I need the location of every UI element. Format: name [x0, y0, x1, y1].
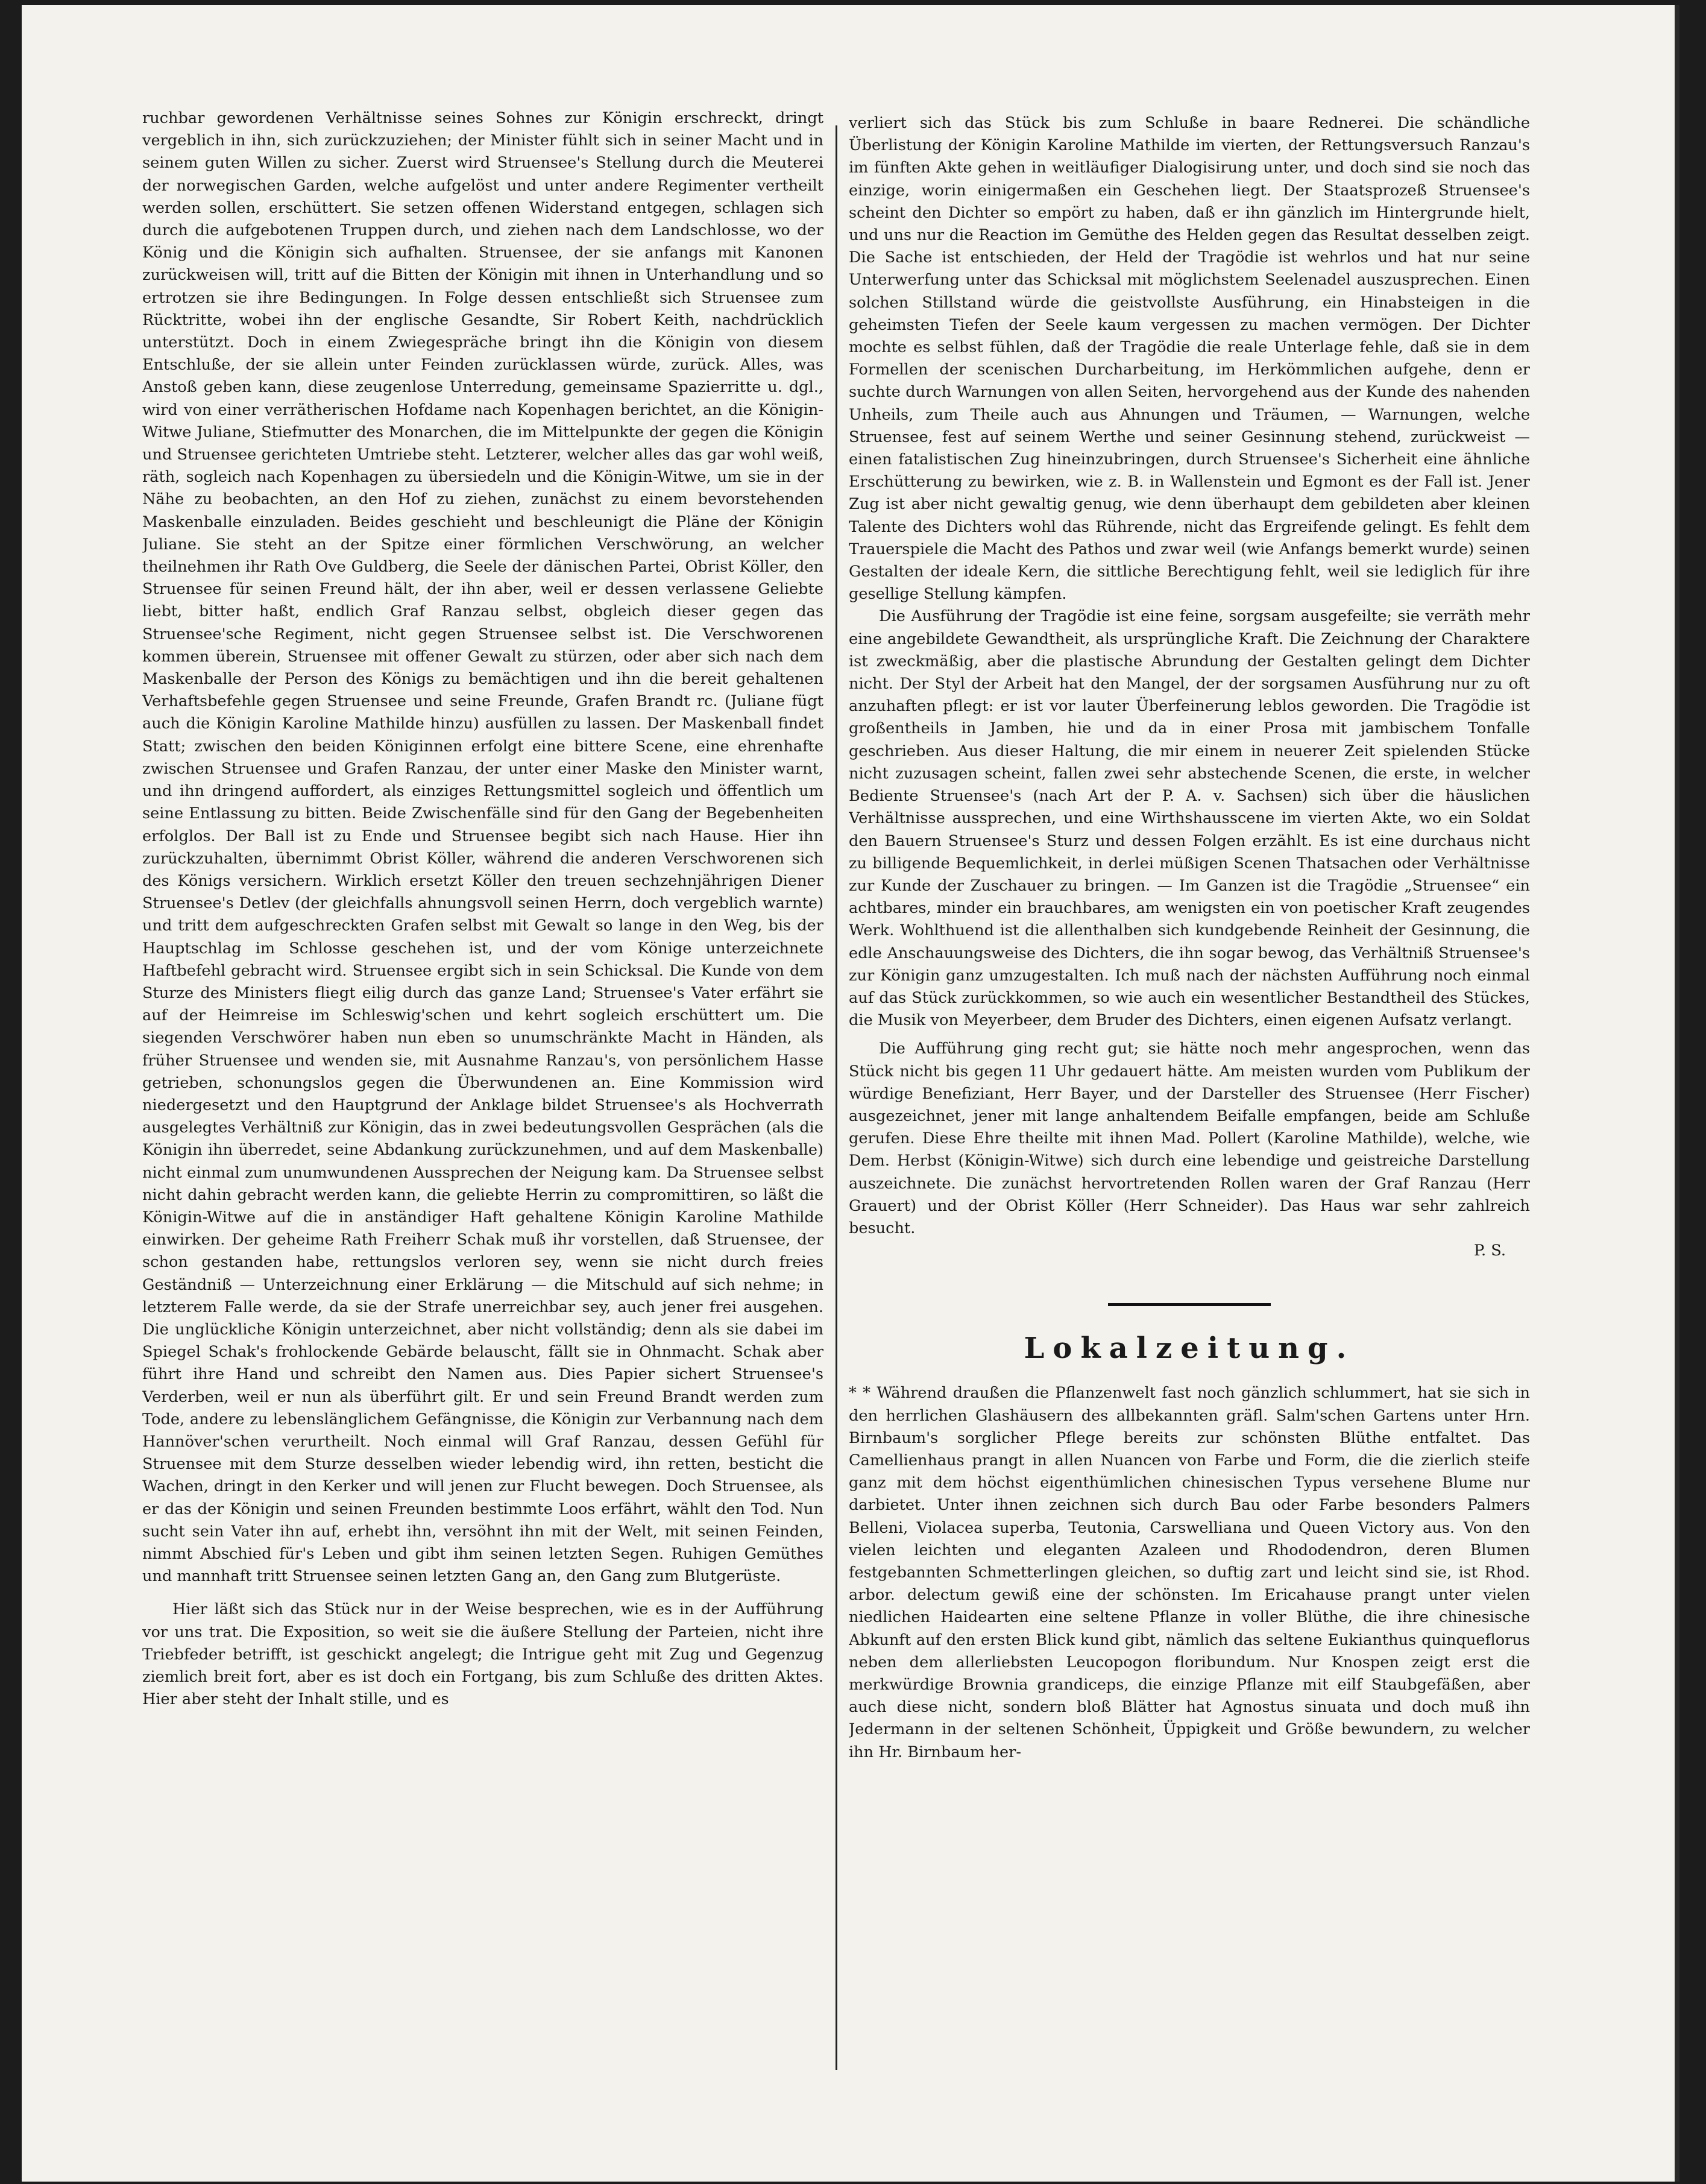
- left-paragraph-2: Hier läßt sich das Stück nur in der Weise besprechen, wie es in der Aufführung vor uns trat. Die Exposition, so weit sie die äußere Stellung der Parteien, nicht ihre Triebfeder betrifft, ist geschickt angelegt; die Intrigue geht mit Zug und Gegenzug ziemlich breit fort, aber es ist doch ein Fortgang, bis zum Schluße des dritten Aktes. Hier aber steht der Inhalt stille, und es: [142, 1600, 823, 1709]
- section-title: Lokalzeitung.: [1024, 1331, 1355, 1366]
- right-paragraph-2: Die Ausführung der Tragödie ist eine feine, sorgsam ausgefeilte; sie verräth mehr eine angebildete Gewandtheit, als ursprüngliche Kraft. Die Zeichnung der Charaktere ist zweckmäßig, aber die plastische Abrundung der Gestalten gelingt dem Dichter nicht. Der Styl der Arbeit hat den Mangel, der der sorgsamen Ausführung nur zu oft anzuhaften pflegt: er ist vor lauter Überfeinerung leblos geworden. Die Tragödie ist großentheils in Jamben, hie und da in einer Prosa mit jambischem Tonfalle geschrieben. Aus dieser Haltung, die mir einem in neuerer Zeit spielenden Stücke nicht zuzusagen scheint, fallen zwei sehr abstechende Scenen, die erste, in welcher Bediente Struensee's (nach Art der P. A. v. Sachsen) sich über die häuslichen Verhältnisse aussprechen, und eine Wirthshausscene im vierten Akte, wo ein Soldat den Bauern Struensee's Sturz und dessen Folgen erzählt. Es ist eine durchaus nicht zu billigende Bequemlichkeit, in derlei müßigen Scenen Thatsachen oder Verhältnisse zur Kunde der Zuschauer zu bringen. — Im Ganzen ist die Tragödie „Struensee“ ein achtbares, minder ein brauchbares, am wenigsten ein von poetischer Kraft zeugendes Werk. Wohlthuend ist die allenthalben sich kundgebende Reinheit der Gesinnung, die edle Anschauungsweise des Dichters, die ihn sogar bewog, das Verhältniß Struensee's zur Königin ganz umzugestalten. Ich muß nach der nächsten Aufführung noch einmal auf das Stück zurückkommen, so wie auch ein wesentlicher Bestandtheil des Stückes, die Musik von Meyerbeer, dem Bruder des Dichters, einen eigenen Aufsatz verlangt.: [849, 607, 1530, 1030]
- author-signature: P. S.: [1473, 1242, 1506, 1260]
- right-paragraph-1: verliert sich das Stück bis zum Schluße in baare Rednerei. Die schändliche Überlistung der Königin Karoline Mathilde im vierten, der Rettungsversuch Ranzau's im fünften Akte gehen in weitläufiger Dialogisirung unter, und doch sind sie noch das einzige, worin einigermaßen ein Geschehen liegt. Der Staatsprozeß Struensee's scheint den Dichter so empört zu haben, daß er ihn gänzlich im Hintergrunde hielt, und uns nur die Reaction im Gemüthe des Helden gegen das Resultat desselben zeigt. Die Sache ist entschieden, der Held der Tragödie ist wehrlos und hat nur seine Unterwerfung unter das Schicksal mit möglichstem Seelenadel auszusprechen. Einen solchen Stillstand würde die geistvollste Ausführung, ein Hinabsteigen in die geheimsten Tiefen der Seele kaum vergessen zu machen vermögen. Der Dichter mochte es selbst fühlen, daß der Tragödie die reale Unterlage fehle, daß sie in dem Formellen der scenischen Durcharbeitung, im Herkömmlichen aufgehe, denn er suchte durch Warnungen von allen Seiten, hervorgehend aus der Kunde des nahenden Unheils, zum Theile auch aus Ahnungen und Träumen, — Warnungen, welche Struensee, fest auf seinem Werthe und seiner Gesinnung stehend, zurückweist — einen fatalistischen Zug hineinzubringen, durch Struensee's Sicherheit eine ähnliche Erschütterung zu bewirken, wie z. B. in Wallenstein und Egmont es der Fall ist. Jener Zug ist aber nicht gewaltig genug, wie denn überhaupt dem gebildeten aber kleinen Talente des Dichters wohl das Rührende, nicht das Ergreifende gelingt. Es fehlt dem Trauerspiele die Macht des Pathos und zwar weil (wie Anfangs bemerkt wurde) seinen Gestalten der ideale Kern, die sittliche Berechtigung fehlt, weil sie lediglich für ihre gesellige Stellung kämpfen.: [849, 114, 1530, 604]
- newspaper-page: [22, 5, 1679, 2182]
- page-edge-shadow: [1675, 5, 1679, 2182]
- section-text: * * Während draußen die Pflanzenwelt fast noch gänzlich schlummert, hat sie sich in den herrlichen Glashäusern des allbekannten gräfl. Salm'schen Gartens unter Hrn. Birnbaum's sorglicher Pflege bereits zur schönsten Blüthe entfaltet. Das Camellienhaus prangt in allen Nuancen von Farbe und Form, die die zierlich steife ganz mit dem höchst eigenthümlichen chinesischen Typus versehene Blume nur darbietet. Unter ihnen zeichnen sich durch Bau oder Farbe besonders Palmers Belleni, Violacea superba, Teutonia, Carswelliana und Queen Victory aus. Von den vielen leichten und eleganten Azaleen und Rhododendron, deren Blumen festgebannten Schmetterlingen gleichen, so duftig zart und leicht sind sie, ist Rhod. arbor. delectum gewiß eine der schönsten. Im Ericahause prangt unter vielen niedlichen Haidearten eine seltene Pflanze in voller Blüthe, die ihre chinesische Abkunft auf den ersten Blick kund gibt, nämlich das seltene Eukianthus quinqueflorus neben dem allerliebsten Leucopogon floribundum. Nur Knospen zeigt erst die merkwürdige Brownia grandiceps, die einzige Pflanze mit eilf Staubgefäßen, aber auch diese nicht, sondern bloß Blätter hat Agnostus sinuata und doch muß ihn Jedermann in der seltenen Schönheit, Üppigkeit und Größe bewundern, zu welcher ihn Hr. Birnbaum her-: [849, 1384, 1530, 1761]
- right-paragraph-3: Die Aufführung ging recht gut; sie hätte noch mehr angesprochen, wenn das Stück nicht bis gegen 11 Uhr gedauert hätte. Am meisten wurden vom Publikum der würdige Benefiziant, Herr Bayer, und der Darsteller des Struensee (Herr Fischer) ausgezeichnet, jener mit lange anhaltendem Beifalle empfangen, beide am Schluße gerufen. Diese Ehre theilte mit ihnen Mad. Pollert (Karoline Mathilde), welche, wie Dem. Herbst (Königin-Witwe) sich durch eine lebendige und geistreiche Darstellung auszeichnete. Die zunächst hervortretenden Rollen waren der Graf Ranzau (Herr Grauert) und der Obrist Köller (Herr Schneider). Das Haus war sehr zahlreich besucht.: [849, 1040, 1530, 1237]
- column-divider: [836, 125, 837, 2070]
- left-paragraph-1: ruchbar gewordenen Verhältnisse seines Sohnes zur Königin erschreckt, dringt vergeblich in ihn, sich zurückzuziehen; der Minister fühlt sich in seiner Macht und in seinem guten Willen zu sicher. Zuerst wird Struensee's Stellung durch die Meuterei der norwegischen Garden, welche aufgelöst und unter andere Regimenter vertheilt werden sollen, erschüttert. Sie setzen offenen Widerstand entgegen, schlagen sich durch die aufgebotenen Truppen durch, und ziehen nach dem Landschlosse, wo der König und die Königin sich aufhalten. Struensee, der sie anfangs mit Kanonen zurückweisen will, tritt auf die Bitten der Königin mit ihnen in Unterhandlung und so ertrotzen sie ihre Bedingungen. In Folge dessen entschließt sich Struensee zum Rücktritte, wobei ihn der englische Gesandte, Sir Robert Keith, nachdrücklich unterstützt. Doch in einem Zwiegespräche bringt ihn die Königin von diesem Entschluße, der sie allein unter Feinden zurücklassen würde, zurück. Alles, was Anstoß geben kann, diese zeugenlose Unterredung, gemeinsame Spazierritte u. dgl., wird von einer verrätherischen Hofdame nach Kopenhagen berichtet, an die Königin-Witwe Juliane, Stiefmutter des Monarchen, die im Mittelpunkte der gegen die Königin und Struensee gerichteten Umtriebe steht. Letzterer, welcher alles das gar wohl weiß, räth, sogleich nach Kopenhagen zu übersiedeln und die Königin-Witwe, um sie in der Nähe zu beobachten, an den Hof zu ziehen, zunächst zu einem bevorstehenden Maskenballe einzuladen. Beides geschieht und beschleunigt die Pläne der Königin Juliane. Sie steht an der Spitze einer förmlichen Verschwörung, an welcher theilnehmen ihr Rath Ove Guldberg, die Seele der dänischen Partei, Obrist Köller, den Struensee für seinen Freund hält, der ihn aber, weil er dessen verlassene Geliebte liebt, bitter haßt, endlich Graf Ranzau selbst, obgleich dieser gegen das Struensee'sche Regiment, nicht gegen Struensee selbst ist. Die Verschworenen kommen überein, Struensee mit offener Gewalt zu stürzen, oder aber sich nach dem Maskenballe der Person des Königs zu bemächtigen und ihn die bereit gehaltenen Verhaftsbefehle gegen Struensee und seine Freunde, Grafen Brandt rc. (Juliane fügt auch die Königin Karoline Mathilde hinzu) ausfüllen zu lassen. Der Maskenball findet Statt; zwischen den beiden Königinnen erfolgt eine bittere Scene, eine ehrenhafte zwischen Struensee und Grafen Ranzau, der unter einer Maske den Minister warnt, und ihn dringend auffordert, als einziges Rettungsmittel sogleich und öffentlich um seine Entlassung zu bitten. Beide Zwischenfälle sind für den Gang der Begebenheiten erfolglos. Der Ball ist zu Ende und Struensee begibt sich nach Hause. Hier ihn zurückzuhalten, übernimmt Obrist Köller, während die anderen Verschworenen sich des Königs versichern. Wirklich ersetzt Köller den treuen sechzehnjährigen Diener Struensee's Detlev (der gleichfalls ahnungsvoll seinen Herrn, doch vergeblich warnte) und tritt dem aufgeschreckten Grafen selbst mit Gewalt so lange in den Weg, bis der Hauptschlag im Schlosse geschehen ist, und der vom Könige unterzeichnete Haftbefehl gebracht wird. Struensee ergibt sich in sein Schicksal. Die Kunde von dem Sturze des Ministers fliegt eilig durch das ganze Land; Struensee's Vater erfährt sie auf der Heimreise im Schleswig'schen und kehrt sogleich erschüttert um. Die siegenden Verschwörer haben nun eben so unumschränkte Macht in Händen, als früher Struensee und wenden sie, mit Ausnahme Ranzau's, von persönlichem Hasse getrieben, schonungslos gegen die Überwundenen an. Eine Kommission wird niedergesetzt und den Hauptgrund der Anklage bildet Struensee's als Hochverrath ausgelegtes Verhältniß zur Königin, das in zwei bedeutungsvollen Gesprächen (als die Königin ihn überredet, seine Abdankung zurückzunehmen, und auf dem Maskenballe) nicht einmal zum unumwundenen Aussprechen der Neigung kam. Da Struensee selbst nicht dahin gebracht werden kann, die geliebte Herrin zu compromittiren, so läßt die Königin-Witwe auf die in anständiger Haft gehaltene Königin Karoline Mathilde einwirken. Der geheime Rath Freiherr Schak muß ihr vorstellen, daß Struensee, der schon gestanden habe, rettungslos verloren sey, wenn sie nicht durch freies Geständniß — Unterzeichnung einer Erklärung — die Mitschuld auf sich nehme; in letzterem Falle werde, da sie der Strafe unerreichbar sey, auch jener frei ausgehen. Die unglückliche Königin unterzeichnet, aber nicht vollständig; denn als sie dabei im Spiegel Schak's frohlockende Gebärde belauscht, fällt sie in Ohnmacht. Schak aber führt ihre Hand und schreibt den Namen aus. Dies Papier sichert Struensee's Verderben, weil er nun als überführt gilt. Er und sein Freund Brandt werden zum Tode, andere zu lebenslänglichem Gefängnisse, die Königin zur Verbannung nach dem Hannöver'schen verurtheilt. Noch einmal will Graf Ranzau, dessen Gefühl für Struensee mit dem Sturze desselben wieder lebendig wird, ihn retten, besticht die Wachen, dringt in den Kerker und will jenen zur Flucht bewegen. Doch Struensee, als er das der Königin und seinen Freunden bestimmte Loos erfährt, wählt den Tod. Nun sucht sein Vater ihn auf, erhebt ihn, versöhnt ihn mit der Welt, mit seinen Feinden, nimmt Abschied für's Leben und gibt ihm seinen letzten Segen. Ruhigen Gemüthes und mannhaft tritt Struensee seinen letzten Gang an, den Gang zum Blutgerüste.: [142, 109, 823, 1586]
- left-column: [142, 107, 823, 2073]
- right-column: [849, 112, 1530, 2078]
- section-rule: [1108, 1303, 1271, 1306]
